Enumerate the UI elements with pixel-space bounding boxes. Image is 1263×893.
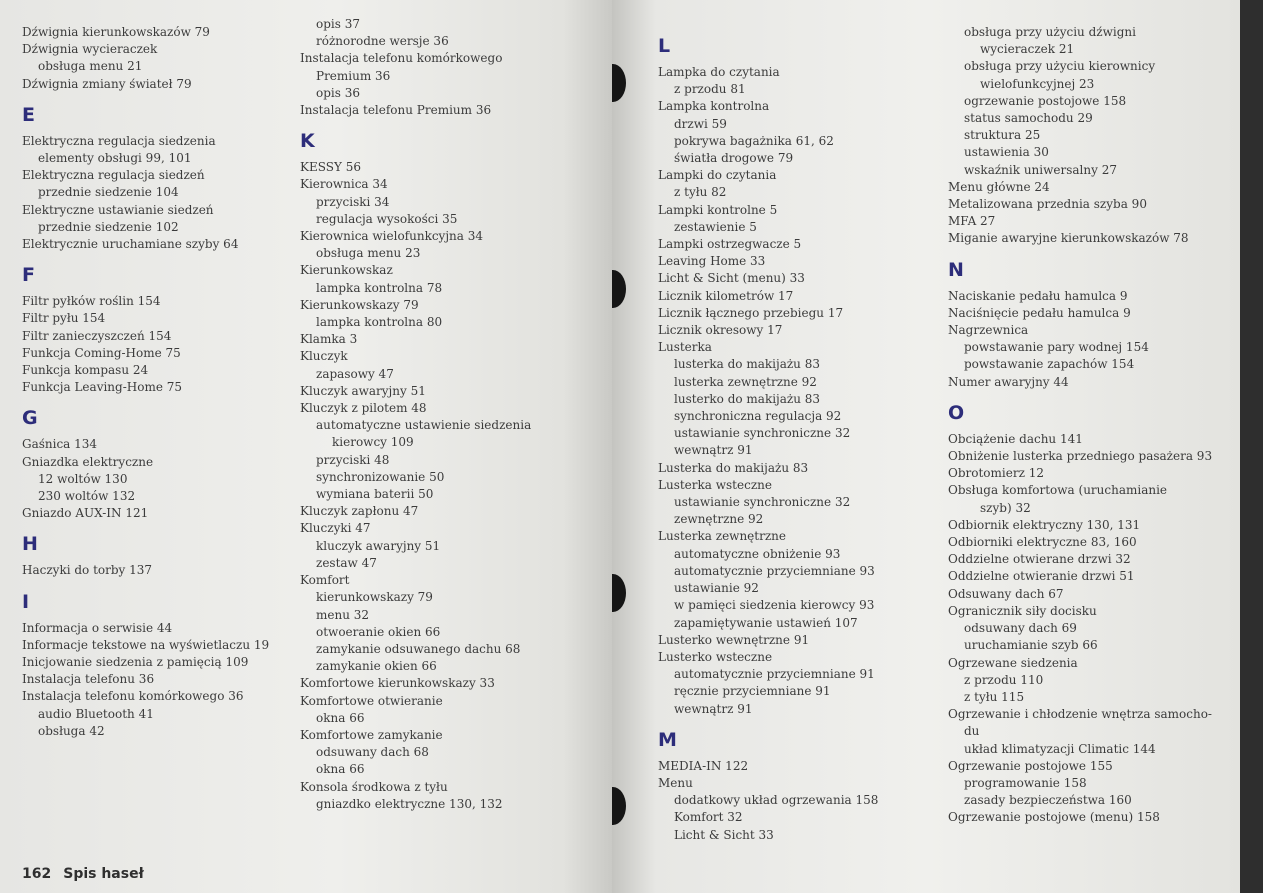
index-entry: Gniazdo AUX-IN 121 [22, 506, 149, 521]
index-entry: Obniżenie lusterka przedniego pasażera 93 [948, 449, 1213, 464]
index-entry: Ogrzewanie postojowe (menu) 158 [948, 810, 1160, 825]
index-subentry: kluczyk awaryjny 51 [316, 538, 441, 553]
index-subentry: synchroniczna regulacja 92 [674, 409, 842, 424]
index-entry: Funkcja kompasu 24 [22, 363, 149, 378]
index-subentry: powstawanie zapachów 154 [964, 357, 1135, 372]
index-subentry: lusterka zewnętrzne 92 [674, 374, 817, 389]
index-entry: Instalacja telefonu 36 [22, 672, 155, 687]
index-subentry: automatycznie przyciemniane 93 [674, 563, 875, 578]
page-number: 162 [22, 866, 52, 882]
page-footer [22, 866, 144, 882]
index-subentry: ręcznie przyciemniane 91 [674, 684, 831, 699]
index-subentry: struktura 25 [964, 128, 1041, 143]
index-subentry: w pamięci siedzenia kierowcy 93 [674, 598, 875, 613]
index-entry: Oddzielne otwieranie drzwi 51 [948, 569, 1135, 584]
index-entry: Dźwignia kierunkowskazów 79 [22, 25, 210, 39]
index-subentry: synchronizowanie 50 [316, 469, 445, 484]
index-entry: Metalizowana przednia szyba 90 [948, 197, 1147, 212]
index-subentry: obsługa przy użyciu dźwigni [964, 25, 1136, 39]
index-subentry: kierowcy 109 [332, 435, 414, 450]
index-entry: Ogrzewanie postojowe 155 [948, 758, 1113, 773]
index-subentry: wycieraczek 21 [980, 42, 1075, 57]
index-subentry: światła drogowe 79 [674, 151, 794, 166]
index-subentry: opis 37 [316, 17, 360, 31]
index-entry: Lampki kontrolne 5 [658, 202, 778, 217]
index-subentry: wymiana baterii 50 [316, 487, 434, 502]
index-subentry: odsuwany dach 68 [316, 745, 429, 760]
section-letter: I [22, 590, 30, 613]
index-subentry: programowanie 158 [964, 775, 1087, 790]
section-letter: K [300, 130, 315, 153]
index-entry: Oddzielne otwierane drzwi 32 [948, 552, 1131, 567]
index-entry: Komfort [300, 573, 350, 588]
index-subentry: okna 66 [316, 710, 365, 725]
index-entry: Lusterka do makijażu 83 [658, 460, 809, 475]
index-subentry: z przodu 110 [964, 672, 1044, 687]
index-subentry: z przodu 81 [674, 82, 746, 97]
index-entry: Odsuwany dach 67 [948, 586, 1064, 601]
index-entry: Lampki ostrzegwacze 5 [658, 237, 802, 252]
index-entry: Kluczyk zapłonu 47 [300, 504, 419, 519]
index-entry: Naciśnięcie pedału hamulca 9 [948, 305, 1131, 320]
index-entry: Filtr zanieczyszczeń 154 [22, 328, 172, 343]
index-subentry: obsługa przy użyciu kierownicy [964, 59, 1156, 74]
index-entry: Kluczyk [300, 349, 348, 364]
index-entry: Lusterka zewnętrzne [658, 529, 786, 544]
right-page [612, 0, 1240, 893]
index-subentry: okna 66 [316, 762, 365, 777]
index-entry: Klamka 3 [300, 332, 358, 347]
index-entry: Funkcja Coming-Home 75 [22, 345, 181, 360]
index-column [300, 16, 600, 813]
index-column [658, 24, 943, 844]
index-entry: Obciążenie dachu 141 [948, 431, 1083, 446]
index-subentry: wewnątrz 91 [674, 701, 753, 716]
index-entry: Licht & Sicht (menu) 33 [658, 271, 805, 286]
index-subentry: przednie siedzenie 104 [38, 185, 179, 200]
index-entry: Komfortowe zamykanie [300, 727, 443, 742]
index-entry: Obrotomierz 12 [948, 466, 1044, 481]
index-entry: Komfortowe kierunkowskazy 33 [300, 676, 495, 691]
index-entry: Menu główne 24 [948, 179, 1050, 194]
index-column [22, 24, 292, 740]
index-subentry: automatyczne obniżenie 93 [674, 546, 841, 561]
index-subentry: zasady bezpieczeństwa 160 [964, 793, 1132, 808]
index-entry: Kluczyk awaryjny 51 [300, 383, 426, 398]
index-entry: Dźwignia wycieraczek [22, 42, 158, 57]
index-entry: Elektryczna regulacja siedzenia [22, 133, 216, 148]
section-letter: G [22, 407, 38, 430]
index-entry: Dźwignia zmiany świateł 79 [22, 76, 192, 91]
index-subentry: Premium 36 [316, 68, 391, 83]
binder-hole [612, 787, 626, 825]
index-entry: Lusterko wewnętrzne 91 [658, 632, 810, 647]
index-subentry: pokrywa bagażnika 61, 62 [674, 133, 834, 148]
index-subentry: automatycznie przyciemniane 91 [674, 667, 875, 682]
index-entry: Lampki do czytania [658, 168, 777, 183]
index-entry: Filtr pyłu 154 [22, 311, 106, 326]
index-entry: Lusterko wsteczne [658, 649, 773, 664]
index-subentry: różnorodne wersje 36 [316, 34, 449, 49]
index-entry: Kluczyk z pilotem 48 [300, 401, 427, 416]
index-entry: Obsługa komfortowa (uruchamianie [948, 483, 1168, 498]
footer-title: Spis haseł [63, 866, 144, 882]
page-edge-shadow [1240, 0, 1263, 893]
index-subentry: elementy obsługi 99, 101 [38, 151, 192, 166]
index-subentry: powstawanie pary wodnej 154 [964, 340, 1149, 355]
index-subentry: uruchamianie szyb 66 [964, 638, 1098, 653]
index-subentry: status samochodu 29 [964, 111, 1093, 126]
index-subentry: zamykanie odsuwanego dachu 68 [316, 641, 521, 656]
index-entry: Instalacja telefonu komórkowego [300, 51, 503, 66]
index-subentry: przyciski 34 [316, 194, 390, 209]
section-letter: E [22, 103, 35, 126]
index-entry: Naciskanie pedału hamulca 9 [948, 288, 1128, 303]
index-subentry: zestawienie 5 [674, 219, 757, 234]
index-entry: MEDIA-IN 122 [658, 758, 749, 773]
index-entry: Nagrzewnica [948, 323, 1029, 338]
index-entry: Lampka do czytania [658, 65, 780, 79]
index-subentry: z tyłu 115 [964, 689, 1025, 704]
index-entry: Miganie awaryjne kierunkowskazów 78 [948, 231, 1189, 246]
index-subentry: odsuwany dach 69 [964, 621, 1077, 636]
index-entry: Ogranicznik siły docisku [948, 603, 1097, 618]
index-subentry: audio Bluetooth 41 [38, 706, 154, 721]
index-entry: Informacja o serwisie 44 [22, 620, 173, 635]
index-subentry: 12 woltów 130 [38, 471, 128, 486]
index-subentry: regulacja wysokości 35 [316, 211, 458, 226]
index-subentry: zamykanie okien 66 [316, 659, 437, 674]
index-entry: Lusterka wsteczne [658, 477, 772, 492]
index-entry: Odbiorniki elektryczne 83, 160 [948, 535, 1137, 550]
index-entry: Instalacja telefonu komórkowego 36 [22, 689, 244, 704]
index-subentry: zewnętrzne 92 [674, 512, 764, 527]
index-entry: Elektrycznie uruchamiane szyby 64 [22, 237, 239, 252]
index-entry: Komfortowe otwieranie [300, 693, 443, 708]
index-entry: Gaśnica 134 [22, 437, 98, 452]
index-entry: Haczyki do torby 137 [22, 563, 153, 578]
index-entry: Odbiornik elektryczny 130, 131 [948, 517, 1141, 532]
section-letter: L [658, 35, 671, 57]
section-letter: H [22, 533, 38, 556]
index-entry: Kierownica wielofunkcyjna 34 [300, 229, 484, 244]
index-entry: Leaving Home 33 [658, 254, 766, 269]
index-entry: Kluczyki 47 [300, 521, 371, 536]
index-subentry: przednie siedzenie 102 [38, 219, 179, 234]
index-entry: Inicjowanie siedzenia z pamięcią 109 [22, 655, 249, 670]
index-subentry: 230 woltów 132 [38, 489, 136, 504]
index-subentry: zapasowy 47 [316, 366, 394, 381]
index-entry: Konsola środkowa z tyłu [300, 779, 448, 794]
index-subentry: obsługa menu 23 [316, 246, 421, 261]
index-subentry: lampka kontrolna 80 [316, 315, 443, 330]
index-subentry: ogrzewanie postojowe 158 [964, 93, 1127, 108]
binder-hole [612, 270, 626, 308]
index-subentry: drzwi 59 [674, 116, 727, 131]
index-subentry: menu 32 [316, 607, 370, 622]
index-subentry: wewnątrz 91 [674, 443, 753, 458]
index-entry: Licznik łącznego przebiegu 17 [658, 305, 844, 320]
index-entry: Informacje tekstowe na wyświetlaczu 19 [22, 637, 270, 652]
index-subentry: Komfort 32 [674, 810, 743, 825]
index-entry: Ogrzewanie i chłodzenie wnętrza samocho- [948, 707, 1212, 722]
index-entry: Instalacja telefonu Premium 36 [300, 103, 492, 118]
index-subentry: obsługa menu 21 [38, 59, 143, 74]
section-letter: O [948, 401, 965, 424]
binder-hole [612, 64, 626, 102]
index-subentry: ustawienia 30 [964, 145, 1049, 160]
index-entry: Menu [658, 775, 693, 790]
index-entry: Lampka kontrolna [658, 99, 770, 114]
index-entry: Licznik okresowy 17 [658, 323, 783, 338]
index-subentry: wielofunkcyjnej 23 [980, 76, 1095, 91]
index-subentry: dodatkowy układ ogrzewania 158 [674, 793, 879, 808]
index-entry: Licznik kilometrów 17 [658, 288, 794, 303]
index-column [948, 24, 1238, 827]
index-subentry: obsługa 42 [38, 723, 105, 738]
index-subentry: lusterka do makijażu 83 [674, 357, 820, 372]
section-letter: M [658, 728, 677, 751]
index-subentry: zestaw 47 [316, 555, 377, 570]
index-entry: Numer awaryjny 44 [948, 374, 1069, 389]
index-subentry: ustawianie synchroniczne 32 [674, 426, 851, 441]
index-entry: Kierunkowskaz [300, 263, 393, 278]
index-subentry: szyb) 32 [980, 500, 1031, 515]
index-subentry: du [964, 724, 980, 739]
section-letter: F [22, 264, 35, 287]
index-subentry: układ klimatyzacji Climatic 144 [964, 741, 1156, 756]
index-subentry: gniazdko elektryczne 130, 132 [316, 796, 503, 811]
index-subentry: Licht & Sicht 33 [674, 827, 774, 842]
index-entry: Gniazdka elektryczne [22, 454, 154, 469]
index-entry: Funkcja Leaving-Home 75 [22, 380, 183, 395]
index-entry: Kierunkowskazy 79 [300, 297, 419, 312]
index-entry: KESSY 56 [300, 160, 361, 175]
index-subentry: ustawianie synchroniczne 32 [674, 495, 851, 510]
index-subentry: lampka kontrolna 78 [316, 280, 443, 295]
index-entry: Lusterka [658, 340, 712, 355]
index-subentry: automatyczne ustawienie siedzenia [316, 418, 532, 433]
index-subentry: przyciski 48 [316, 452, 390, 467]
index-subentry: z tyłu 82 [674, 185, 727, 200]
index-subentry: kierunkowskazy 79 [316, 590, 433, 605]
index-entry: Kierownica 34 [300, 177, 388, 192]
index-subentry: otwoeranie okien 66 [316, 624, 441, 639]
index-entry: Ogrzewane siedzenia [948, 655, 1078, 670]
index-entry: Elektryczne ustawianie siedzeń [22, 202, 214, 217]
index-entry: Filtr pyłków roślin 154 [22, 294, 161, 309]
index-subentry: wskaźnik uniwersalny 27 [964, 162, 1117, 177]
binder-hole [612, 574, 626, 612]
index-subentry: ustawianie 92 [674, 581, 759, 596]
index-subentry: lusterko do makijażu 83 [674, 391, 821, 406]
section-letter: N [948, 258, 964, 281]
index-entry: MFA 27 [948, 214, 996, 229]
index-subentry: zapamiętywanie ustawień 107 [674, 615, 858, 630]
left-page [0, 0, 612, 893]
index-entry: Elektryczna regulacja siedzeń [22, 168, 205, 183]
index-subentry: opis 36 [316, 85, 360, 100]
